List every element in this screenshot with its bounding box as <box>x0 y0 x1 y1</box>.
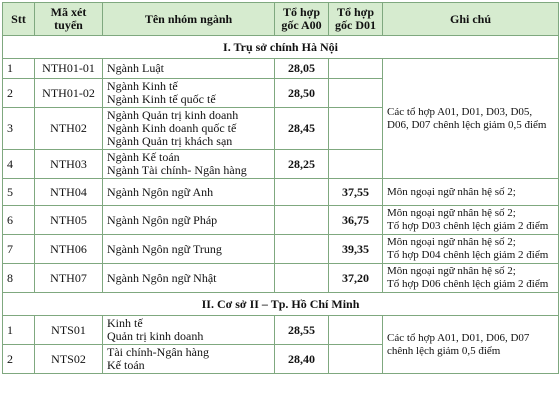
row-d01 <box>329 79 383 108</box>
row-stt: 2 <box>3 79 35 108</box>
header-code: Mã xét tuyển <box>35 3 103 36</box>
row-a00 <box>275 206 329 235</box>
row-stt: 1 <box>3 59 35 79</box>
row-names: Ngành Kế toán Ngành Tài chính- Ngân hàng <box>103 150 275 179</box>
row-d01: 39,35 <box>329 235 383 264</box>
row-d01: 37,55 <box>329 179 383 206</box>
row-names: Kinh tế Quản trị kinh doanh <box>103 316 275 345</box>
row-names: Ngành Ngôn ngữ Nhật <box>103 264 275 293</box>
row-a00: 28,50 <box>275 79 329 108</box>
header-group: Tên nhóm ngành <box>103 3 275 36</box>
row-a00: 28,55 <box>275 316 329 345</box>
header-note: Ghi chú <box>383 3 559 36</box>
row-names: Ngành Ngôn ngữ Pháp <box>103 206 275 235</box>
row-names: Ngành Quản trị kinh doanh Ngành Kinh doanh quốc tế Ngành Quản trị khách sạn <box>103 108 275 150</box>
table-row <box>3 206 559 235</box>
row-note: Môn ngoại ngữ nhân hệ số 2; Tổ hợp D04 chênh lệch giảm 2 điểm <box>383 235 559 264</box>
row-code: NTH03 <box>35 150 103 179</box>
row-stt: 1 <box>3 316 35 345</box>
row-names: Ngành Kinh tế Ngành Kinh tế quốc tế <box>103 79 275 108</box>
row-stt: 2 <box>3 345 35 374</box>
row-a00 <box>275 179 329 206</box>
row-a00: 28,40 <box>275 345 329 374</box>
row-code: NTH07 <box>35 264 103 293</box>
row-stt: 3 <box>3 108 35 150</box>
row-code: NTS02 <box>35 345 103 374</box>
row-d01: 36,75 <box>329 206 383 235</box>
table-row <box>3 316 559 345</box>
row-d01 <box>329 150 383 179</box>
row-a00 <box>275 235 329 264</box>
header-row <box>3 3 559 36</box>
row-a00: 28,05 <box>275 59 329 79</box>
row-d01 <box>329 316 383 345</box>
header-a00: Tổ hợp gốc A00 <box>275 3 329 36</box>
row-note: Môn ngoại ngữ nhân hệ số 2; <box>383 179 559 206</box>
row-code: NTH01-02 <box>35 79 103 108</box>
table-row <box>3 235 559 264</box>
row-note: Các tổ hợp A01, D01, D06, D07 chênh lệch giảm 0,5 điểm <box>383 316 559 374</box>
row-note: Các tổ hợp A01, D01, D03, D05, D06, D07 chênh lệch giảm 0,5 điểm <box>383 59 559 179</box>
row-note: Môn ngoại ngữ nhân hệ số 2; Tổ hợp D03 chênh lệch giảm 2 điểm <box>383 206 559 235</box>
row-names: Tài chính-Ngân hàng Kế toán <box>103 345 275 374</box>
row-code: NTH02 <box>35 108 103 150</box>
section-title-row <box>3 36 559 59</box>
section-title: II. Cơ sở II – Tp. Hồ Chí Minh <box>3 293 559 316</box>
row-a00: 28,45 <box>275 108 329 150</box>
row-stt: 7 <box>3 235 35 264</box>
row-code: NTH05 <box>35 206 103 235</box>
row-code: NTH04 <box>35 179 103 206</box>
row-stt: 6 <box>3 206 35 235</box>
row-d01 <box>329 59 383 79</box>
table-row <box>3 59 559 79</box>
row-d01: 37,20 <box>329 264 383 293</box>
row-code: NTH06 <box>35 235 103 264</box>
row-stt: 4 <box>3 150 35 179</box>
row-note: Môn ngoại ngữ nhân hệ số 2; Tổ hợp D06 chênh lệch giảm 2 điểm <box>383 264 559 293</box>
table-row <box>3 179 559 206</box>
row-code: NTS01 <box>35 316 103 345</box>
table-row <box>3 264 559 293</box>
admission-scores-table <box>2 2 559 374</box>
header-stt: Stt <box>3 3 35 36</box>
row-names: Ngành Ngôn ngữ Trung <box>103 235 275 264</box>
section-title-row <box>3 293 559 316</box>
row-d01 <box>329 345 383 374</box>
row-names: Ngành Ngôn ngữ Anh <box>103 179 275 206</box>
row-a00: 28,25 <box>275 150 329 179</box>
row-a00 <box>275 264 329 293</box>
row-d01 <box>329 108 383 150</box>
row-stt: 8 <box>3 264 35 293</box>
row-code: NTH01-01 <box>35 59 103 79</box>
header-d01: Tổ hợp gốc D01 <box>329 3 383 36</box>
section-title: I. Trụ sở chính Hà Nội <box>3 36 559 59</box>
row-stt: 5 <box>3 179 35 206</box>
row-names: Ngành Luật <box>103 59 275 79</box>
